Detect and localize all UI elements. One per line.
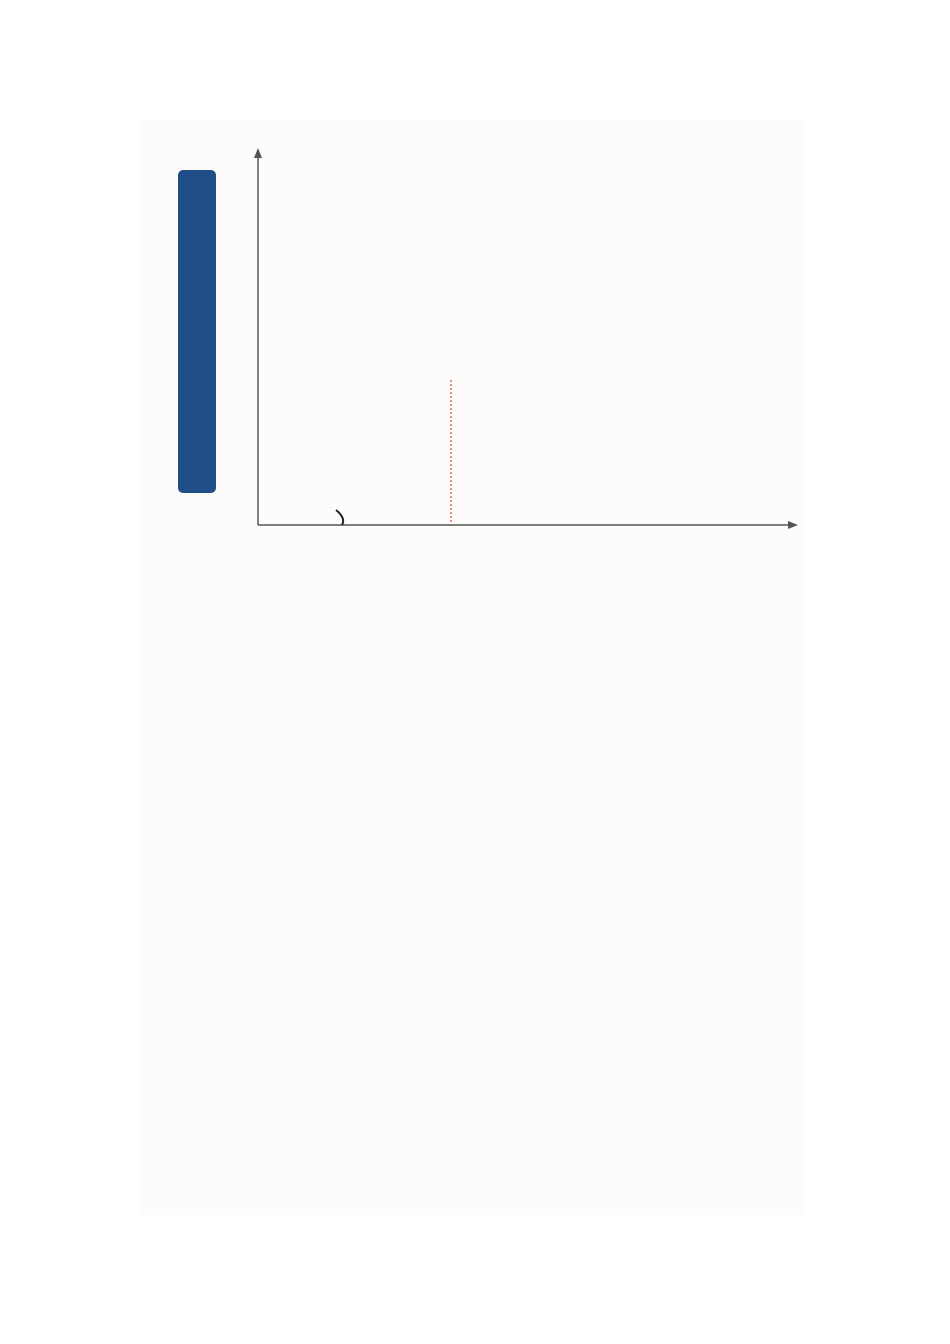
market-demand-diagram: [160, 130, 800, 570]
x-axis-arrow: [788, 521, 798, 529]
vertical-title-box: [178, 170, 216, 493]
y-axis-arrow: [254, 148, 262, 158]
diagram-svg: [160, 130, 800, 570]
ramp-angle-mark: [336, 510, 343, 525]
